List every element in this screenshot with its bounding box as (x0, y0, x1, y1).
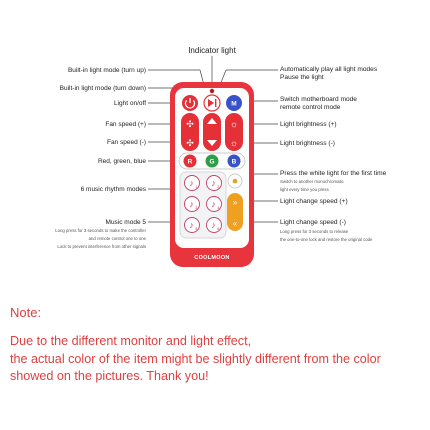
note-line-2: the actual color of the item might be slightly different from the color (10, 351, 381, 366)
sun-minus-icon: ☼ (229, 138, 239, 148)
speed-down-icon: « (232, 219, 238, 228)
blue-button-label: B (231, 158, 237, 166)
light-speed-note-1: Long press for 3 seconds to release (280, 229, 349, 234)
music-note-icon: ♪ (189, 178, 194, 189)
music-mode-5-note-2: and remote control one to one (88, 236, 146, 241)
fan-minus-icon: ✣ (186, 138, 194, 148)
red-button-label: R (187, 158, 193, 166)
white-light-note-2: light every time you press (280, 187, 329, 192)
light-speed-note-2: the one-to-one lock and restore the original code (280, 237, 373, 242)
switch-motherboard-label: Switch motherboard mode (280, 96, 357, 103)
sun-plus-icon: ☼ (229, 119, 239, 129)
note-title: Note: (10, 305, 42, 320)
speed-up-icon: » (232, 198, 238, 207)
fan-speed-down-label: Fan speed (-) (106, 139, 146, 146)
brand-label: COOLMOON (194, 255, 230, 261)
fan-speed-down-button[interactable] (186, 138, 194, 148)
brightness-up-button[interactable] (230, 119, 238, 129)
brightness-down-button[interactable] (230, 138, 238, 148)
white-light-label: Press the white light for the first time (280, 170, 387, 177)
light-mode-down-label: Built-in light mode (turn down) (59, 85, 146, 92)
music-mode-number: 3 (195, 206, 198, 210)
light-speed-up-label: Light change speed (+) (280, 198, 348, 205)
note-body (10, 333, 425, 386)
light-speed-down-button[interactable] (233, 219, 238, 228)
indicator-light-label: Indicator light (188, 46, 236, 55)
music-note-icon: ♪ (189, 199, 194, 210)
music-mode-number: 6 (217, 227, 220, 231)
fan-plus-icon: ✣ (186, 119, 194, 129)
fan-speed-up-label: Fan speed (+) (105, 121, 146, 128)
music-note-icon: ♪ (211, 220, 216, 231)
remote-control (170, 82, 254, 267)
music-note-icon: ♪ (211, 178, 216, 189)
remote-control-mode-label: remote control mode (280, 104, 341, 111)
music-note-icon: ♪ (211, 199, 216, 210)
pause-light-label: Pause the light (280, 74, 324, 81)
music-modes-label: 6 music rhythm modes (80, 186, 146, 193)
light-speed-up-button[interactable] (233, 198, 238, 207)
light-on-off-label: Light on/off (113, 100, 146, 107)
indicator-light (210, 89, 214, 93)
note-line-1: Due to the different monitor and light effect, (10, 334, 252, 348)
music-mode-number: 5 (195, 227, 198, 231)
auto-play-label: Automatically play all light modes (280, 66, 378, 73)
music-mode-5-note-1: Long press for 3 seconds to make the controller (55, 228, 146, 233)
green-button-label: G (209, 158, 215, 166)
white-light-note-1: Switch to another monochromatic (280, 179, 344, 184)
rgb-label: Red, green, blue (97, 158, 146, 165)
note-line-3: showed on the pictures. Thank you! (10, 369, 209, 383)
music-mode-number: 1 (195, 185, 198, 189)
light-mode-up-label: Built-in light mode (turn up) (67, 67, 146, 74)
music-mode-5-label: Music mode 5 (105, 219, 146, 226)
mode-button-label: M (231, 100, 237, 108)
music-note-icon: ♪ (189, 220, 194, 231)
music-mode-number: 2 (217, 185, 220, 189)
brightness-up-label: Light brightness (+) (280, 121, 337, 128)
fan-speed-up-button[interactable] (186, 119, 194, 129)
music-mode-5-note-3: Lock to prevent interference from other signals (57, 244, 146, 249)
light-speed-down-label: Light change speed (-) (280, 219, 346, 226)
music-mode-number: 4 (217, 206, 220, 210)
brightness-down-label: Light brightness (-) (280, 140, 335, 147)
white-light-icon: ✹ (231, 177, 239, 186)
